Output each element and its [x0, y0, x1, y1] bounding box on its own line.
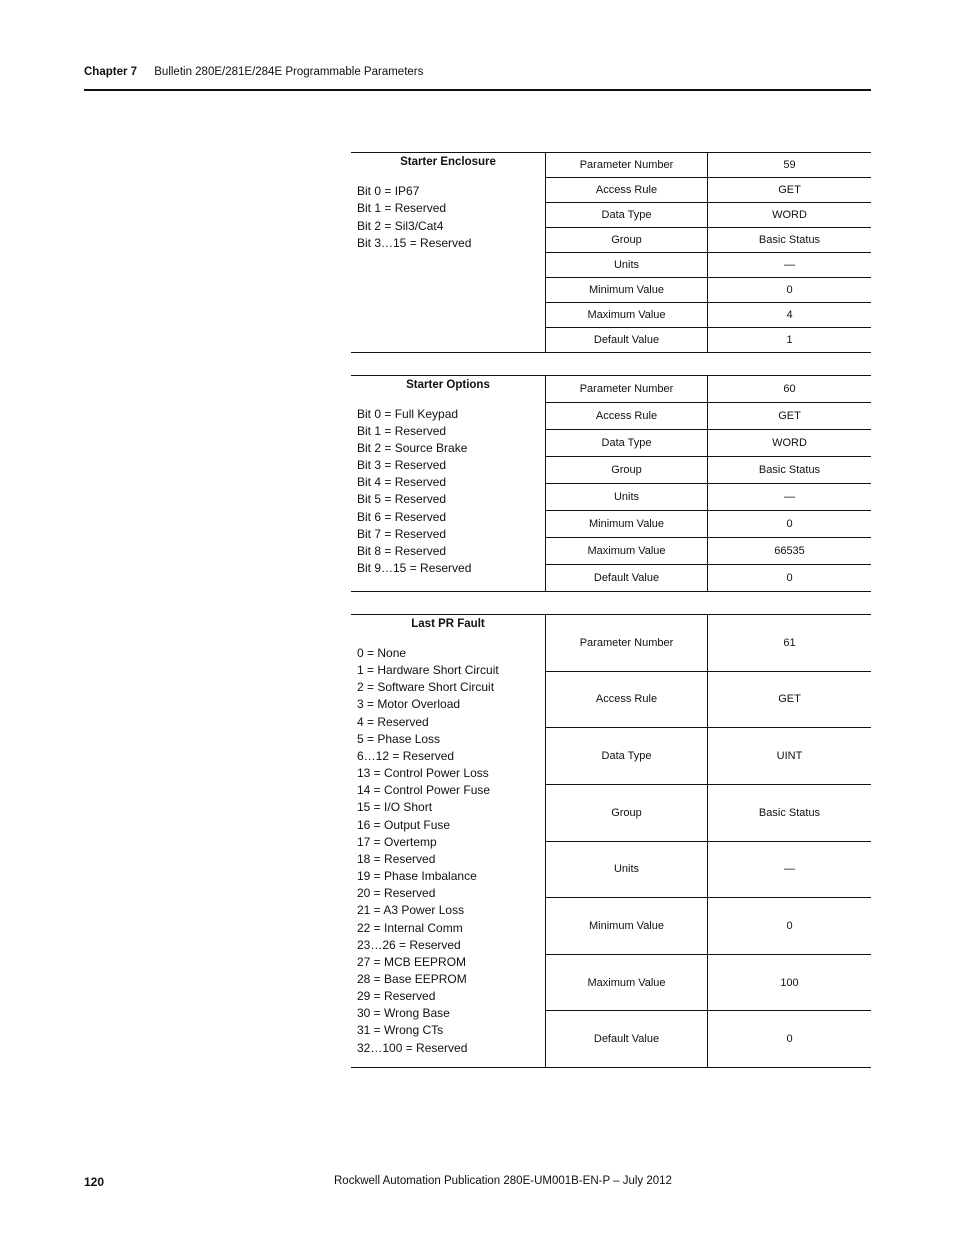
- property-row: [546, 615, 871, 672]
- header-rule: [84, 89, 871, 91]
- property-label: Access Rule: [546, 178, 708, 202]
- property-row: [546, 898, 871, 955]
- description-line: 14 = Control Power Fuse: [357, 783, 491, 798]
- description-line: 2 = Software Short Circuit: [357, 680, 495, 695]
- property-value: Basic Status: [758, 806, 821, 819]
- parameter-description: [351, 615, 546, 1067]
- property-value: 0: [786, 284, 793, 296]
- parameter-block: [351, 152, 871, 353]
- property-row: [546, 303, 871, 328]
- property-label: Data Type: [546, 203, 708, 227]
- parameter-name: Starter Options: [406, 379, 490, 391]
- parameter-name: Starter Enclosure: [400, 156, 496, 168]
- description-line: Bit 5 = Reserved: [357, 492, 447, 507]
- property-label: Default Value: [546, 328, 708, 352]
- property-label: Parameter Number: [546, 615, 708, 671]
- description-line: 20 = Reserved: [357, 886, 436, 901]
- property-value: 4: [786, 309, 793, 321]
- property-row: [546, 203, 871, 228]
- description-line: Bit 1 = Reserved: [357, 424, 447, 439]
- property-value: 100: [780, 976, 799, 989]
- property-label: Data Type: [546, 430, 708, 456]
- property-value: —: [784, 863, 795, 876]
- property-label: Minimum Value: [546, 511, 708, 537]
- parameter-block: [351, 375, 871, 592]
- description-line: Bit 2 = Source Brake: [357, 441, 468, 456]
- property-label: Maximum Value: [546, 538, 708, 564]
- property-row: [546, 785, 871, 842]
- chapter-label: Chapter 7: [84, 66, 138, 78]
- description-line: 30 = Wrong Base: [357, 1006, 450, 1021]
- property-label: Default Value: [546, 1011, 708, 1067]
- property-row: [546, 253, 871, 278]
- property-row: [546, 178, 871, 203]
- property-row: [546, 728, 871, 785]
- description-line: Bit 0 = Full Keypad: [357, 407, 459, 421]
- property-row: [546, 1011, 871, 1067]
- description-line: 32…100 = Reserved: [357, 1040, 468, 1055]
- property-label: Group: [546, 228, 708, 252]
- property-row: [546, 672, 871, 729]
- description-line: 5 = Phase Loss: [357, 731, 441, 746]
- property-label: Group: [546, 457, 708, 483]
- description-line: Bit 6 = Reserved: [357, 509, 447, 524]
- property-value: WORD: [772, 209, 807, 221]
- property-label: Units: [546, 842, 708, 898]
- property-value: —: [784, 259, 795, 271]
- description-line: 27 = MCB EEPROM: [357, 954, 467, 969]
- parameter-name: Last PR Fault: [411, 618, 485, 630]
- property-value: 0: [786, 919, 793, 932]
- property-value: GET: [778, 184, 801, 196]
- description-line: Bit 0 = IP67: [357, 184, 420, 198]
- property-label: Data Type: [546, 728, 708, 784]
- parameter-description: [351, 153, 546, 352]
- property-row: [546, 538, 871, 565]
- property-row: [546, 430, 871, 457]
- property-row: [546, 328, 871, 352]
- property-label: Maximum Value: [546, 955, 708, 1011]
- description-line: Bit 8 = Reserved: [357, 543, 447, 558]
- property-row: [546, 565, 871, 591]
- property-value: —: [784, 491, 795, 503]
- description-line: 28 = Base EEPROM: [357, 971, 467, 986]
- property-value: WORD: [772, 437, 807, 449]
- property-row: [546, 955, 871, 1012]
- property-label: Maximum Value: [546, 303, 708, 327]
- description-line: 31 = Wrong CTs: [357, 1023, 444, 1038]
- property-value: 60: [783, 383, 796, 395]
- property-label: Access Rule: [546, 672, 708, 728]
- property-value: 61: [783, 636, 796, 649]
- property-value: 66535: [774, 545, 805, 557]
- property-row: [546, 457, 871, 484]
- property-value: Basic Status: [758, 234, 821, 246]
- description-line: 23…26 = Reserved: [357, 937, 461, 952]
- description-line: Bit 7 = Reserved: [357, 526, 447, 541]
- description-line: 19 = Phase Imbalance: [357, 869, 477, 884]
- description-line: 17 = Overtemp: [357, 834, 437, 849]
- description-line: Bit 9…15 = Reserved: [357, 560, 472, 575]
- property-row: [546, 484, 871, 511]
- property-row: [546, 403, 871, 430]
- property-label: Parameter Number: [546, 153, 708, 177]
- property-value: 0: [786, 572, 793, 584]
- description-line: Bit 1 = Reserved: [357, 201, 447, 216]
- parameter-properties: [546, 615, 871, 1067]
- description-lines: [357, 406, 539, 577]
- property-value: 0: [786, 518, 793, 530]
- property-row: [546, 842, 871, 899]
- property-row: [546, 228, 871, 253]
- property-value: Basic Status: [758, 464, 821, 476]
- parameter-properties: [546, 153, 871, 352]
- property-value: 1: [786, 334, 793, 346]
- property-label: Units: [546, 484, 708, 510]
- description-line: 16 = Output Fuse: [357, 817, 451, 832]
- description-line: 0 = None: [357, 646, 407, 660]
- property-value: UINT: [776, 750, 803, 763]
- parameter-description: [351, 376, 546, 591]
- property-value: GET: [778, 410, 801, 422]
- description-lines: [357, 183, 539, 253]
- description-line: 21 = A3 Power Loss: [357, 903, 465, 918]
- parameter-block: [351, 614, 871, 1068]
- publication-info: Rockwell Automation Publication 280E-UM001B-EN-P – July 2012: [334, 1175, 672, 1187]
- description-line: Bit 4 = Reserved: [357, 475, 447, 490]
- property-label: Minimum Value: [546, 278, 708, 302]
- description-line: 1 = Hardware Short Circuit: [357, 663, 499, 678]
- description-line: Bit 2 = Sil3/Cat4: [357, 218, 444, 233]
- property-label: Minimum Value: [546, 898, 708, 954]
- header-title: Bulletin 280E/281E/284E Programmable Parameters: [154, 66, 424, 78]
- description-lines: [357, 645, 539, 1057]
- parameter-properties: [546, 376, 871, 591]
- property-label: Group: [546, 785, 708, 841]
- page-header: [84, 66, 423, 78]
- description-line: 3 = Motor Overload: [357, 697, 461, 712]
- description-line: 6…12 = Reserved: [357, 748, 455, 763]
- description-line: Bit 3 = Reserved: [357, 458, 447, 473]
- property-row: [546, 376, 871, 403]
- property-row: [546, 153, 871, 178]
- property-value: GET: [778, 693, 801, 706]
- property-label: Units: [546, 253, 708, 277]
- description-line: 13 = Control Power Loss: [357, 766, 489, 781]
- property-label: Parameter Number: [546, 376, 708, 402]
- property-label: Default Value: [546, 565, 708, 591]
- description-line: Bit 3…15 = Reserved: [357, 236, 472, 251]
- description-line: 4 = Reserved: [357, 714, 429, 729]
- property-value: 59: [783, 159, 796, 171]
- description-line: 22 = Internal Comm: [357, 920, 463, 935]
- property-label: Access Rule: [546, 403, 708, 429]
- page-number: 120: [84, 1175, 105, 1189]
- property-row: [546, 511, 871, 538]
- property-row: [546, 278, 871, 303]
- description-line: 15 = I/O Short: [357, 800, 433, 815]
- description-line: 29 = Reserved: [357, 989, 436, 1004]
- property-value: 0: [786, 1033, 793, 1046]
- description-line: 18 = Reserved: [357, 851, 436, 866]
